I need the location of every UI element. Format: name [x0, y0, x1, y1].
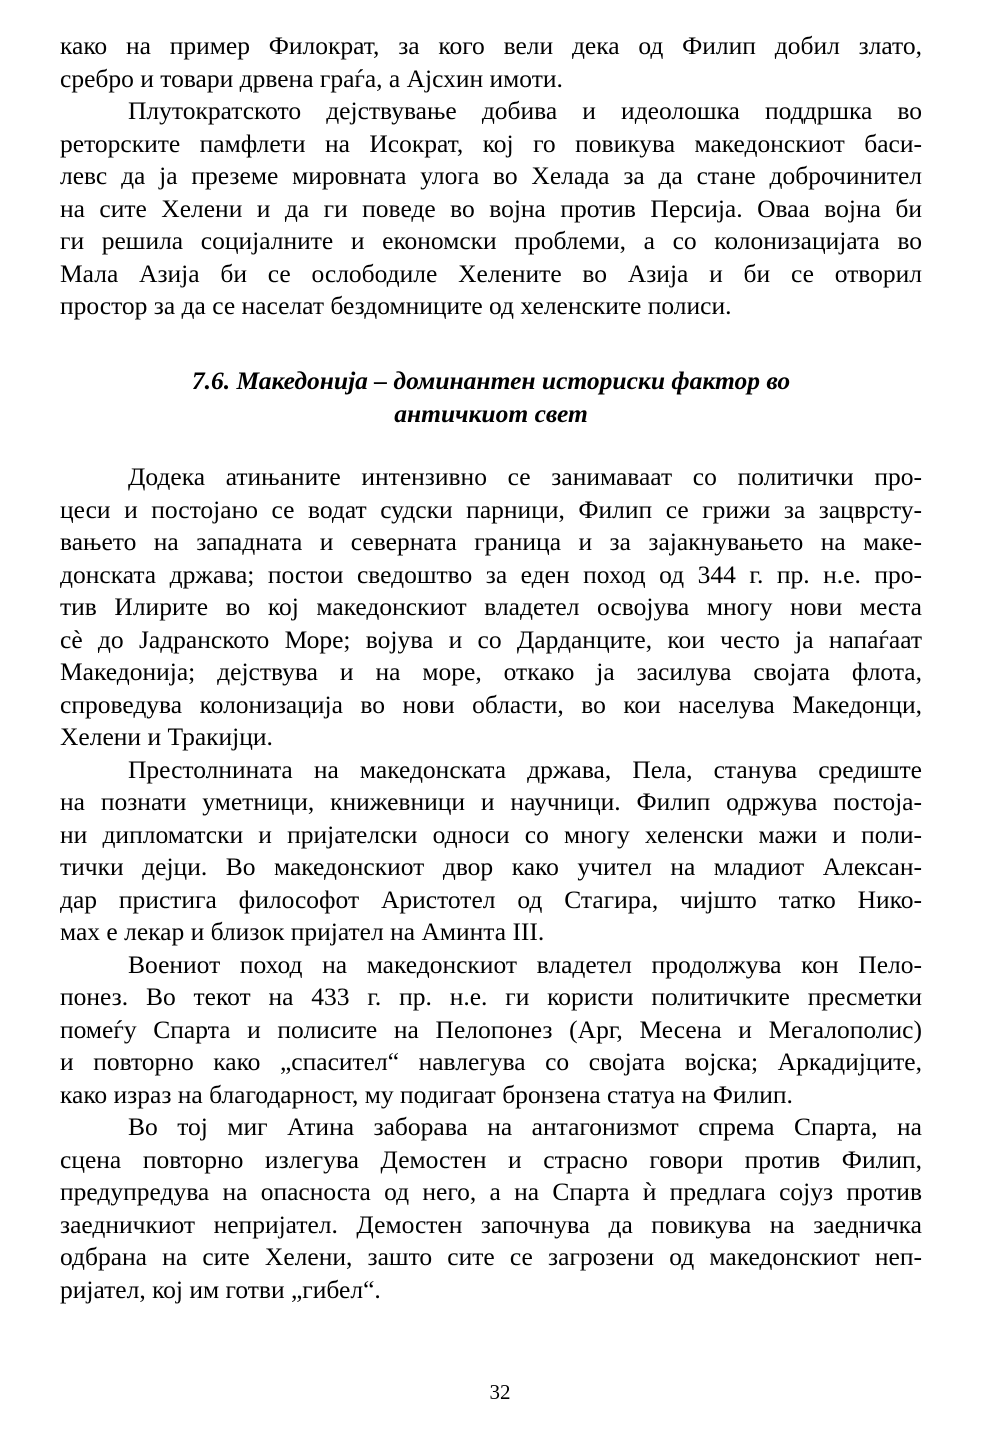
text-line: тив Илирите во кој македонскиот владетел освојува многу нови места	[60, 592, 922, 621]
text-line: Хелени и Тракијци.	[60, 722, 273, 751]
text-line: реторските памфлети на Исократ, кој го повикува македонскиот баси-	[60, 128, 922, 158]
text-line: помеѓу Спарта и полисите на Пелопонез (Арг, Месена и Мегалополис)	[60, 1014, 922, 1044]
text-line: Македонија; дејствува и на море, откако ја засилува својата флота,	[60, 657, 922, 686]
text-line: вањето на западната и северната граница и за зајакнувањето на маке-	[60, 527, 922, 556]
text-line: Престолнината на македонската држава, Пела, станува средиште	[128, 754, 922, 784]
text-line: и повторно како „спасител“ навлегува со својата војска; Аркадијците,	[60, 1047, 922, 1076]
text-line: простор за да се населат бездомниците од хеленските полиси.	[60, 291, 732, 320]
text-line: ги решила социјалните и економски проблеми, а со колонизацијата во	[60, 226, 922, 255]
page-number: 32	[489, 1380, 511, 1404]
text-line: на сите Хелени и да ги поведе во војна против Персија. Оваа војна би	[60, 193, 922, 223]
paragraph-block-1	[60, 30, 922, 323]
text-line: ријател, кој им готви „гибел“.	[60, 1274, 381, 1304]
text-line: цеси и постојано се водат судски парници, Филип се грижи за зацврсту-	[60, 494, 922, 524]
paragraph-block-2	[60, 461, 922, 1306]
text-line: на познати уметници, книжевници и научници. Филип одржува постоја-	[60, 787, 922, 816]
text-line: понез. Во текот на 433 г. пр. н.е. ги користи политичките пресметки	[60, 982, 922, 1011]
text-line: како на пример Филократ, за кого вели дека од Филип добил злато,	[60, 31, 922, 60]
text-line: сè до Јадранското Море; војува и со Дарданците, кои често ја напаѓаат	[60, 624, 922, 654]
text-line: левс да ја преземе мировната улога во Хелада за да стане доброчинител	[60, 161, 922, 190]
text-line: донската држава; постои сведоштво за еден поход од 344 г. пр. н.е. про-	[60, 559, 922, 589]
text-line: Во тој миг Атина заборава на антагонизмот спрема Спарта, на	[128, 1112, 922, 1141]
section-heading-line-2: античкиот свет	[394, 398, 588, 428]
text-line: предупредува на опасноста од него, а на Спарта ѝ предлага сојуз против	[60, 1177, 922, 1206]
text-line: дар пристига философот Аристотел од Стагира, чијшто татко Нико-	[60, 884, 922, 914]
text-line: заедничкиот непријател. Демостен започнува да повикува на заедничка	[60, 1209, 922, 1239]
text-line: сцена повторно излегува Демостен и страсно говори против Филип,	[60, 1144, 922, 1174]
text-line: мах е лекар и близок пријател на Аминта III.	[60, 917, 545, 946]
text-line: одбрана на сите Хелени, зашто сите се загрозени од македонскиот неп-	[60, 1242, 922, 1271]
text-line: Плутократското дејствување добива и идеолошка поддршка во	[128, 96, 922, 125]
text-line: тички дејци. Во македонскиот двор како учител на младиот Алексан-	[60, 852, 922, 881]
text-line: како израз на благодарност, му подигаат бронзена статуа на Филип.	[60, 1079, 793, 1109]
section-heading-line-1: 7.6. Македонија – доминантен историски фактор во	[191, 366, 791, 395]
text-line: Додека атињаните интензивно се занимаваат со политички про-	[128, 462, 922, 491]
text-line: Воениот поход на македонскиот владетел продолжува кон Пело-	[128, 949, 922, 979]
text-line: сребро и товари дрвена граѓа, а Ајсхин имоти.	[60, 63, 563, 93]
text-line: ни дипломатски и пријателски односи со многу хеленски мажи и поли-	[60, 819, 922, 849]
section-heading	[60, 365, 922, 430]
text-line: Мала Азија би се ослободиле Хелените во Азија и би се отворил	[60, 258, 922, 288]
text-line: спроведува колонизација во нови области, во кои населува Македонци,	[60, 689, 922, 719]
